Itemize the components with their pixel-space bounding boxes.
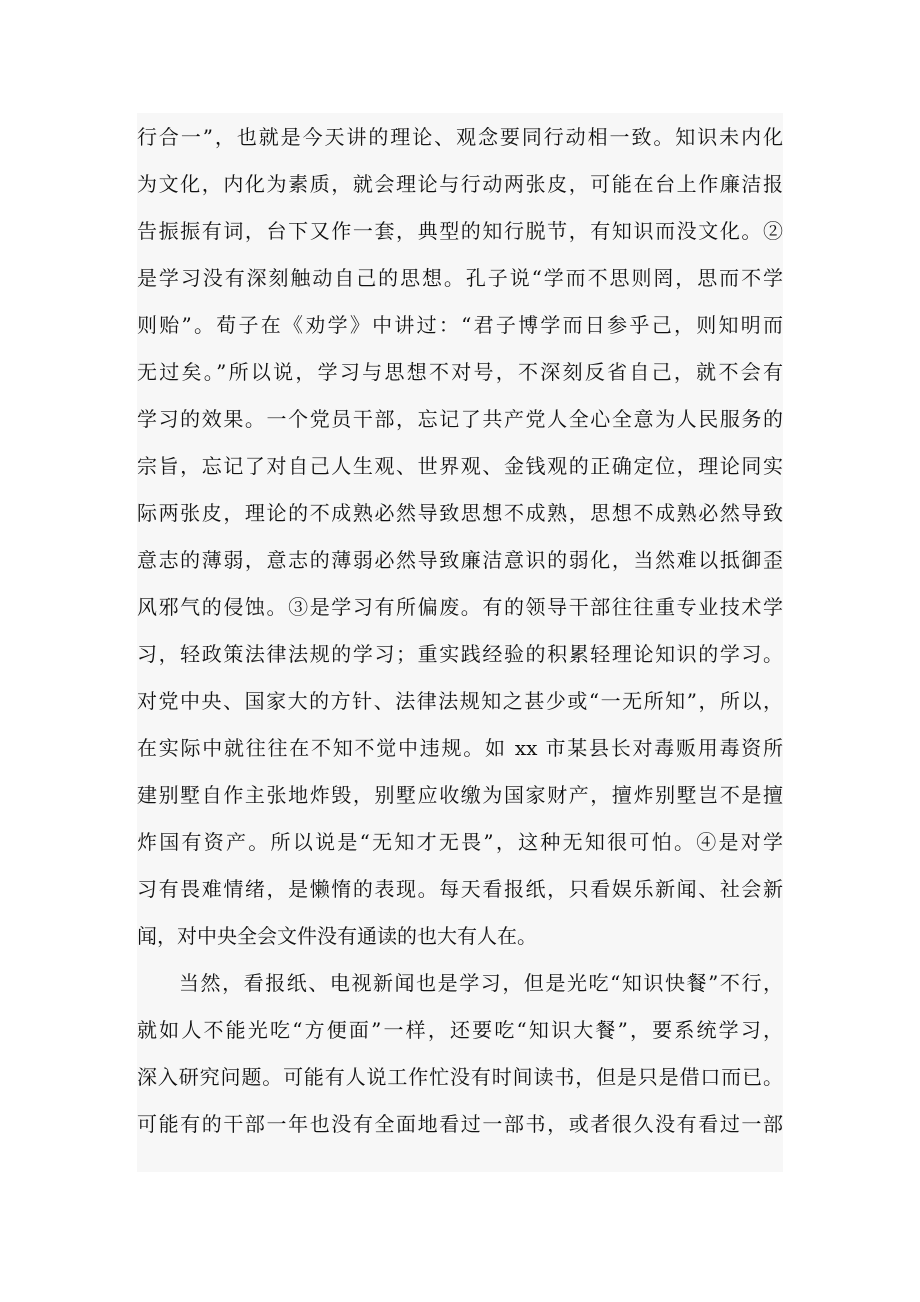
text-line: 为文化，内化为素质，就会理论与行动两张皮，可能在台上作廉洁报 [137, 172, 783, 196]
text-line: 学习的效果。一个党员干部，忘记了共产党人全心全意为人民服务的 [137, 407, 783, 431]
text-line-paragraph-start: 当然，看报纸、电视新闻也是学习，但是光吃“知识快餐”不行， [179, 971, 783, 995]
text-line: 深入研究问题。可能有人说工作忙没有时间读书，但是只是借口而已。 [137, 1065, 783, 1089]
text-line: 风邪气的侵蚀。③是学习有所偏废。有的领导干部往往重专业技术学 [137, 595, 783, 619]
text-line: 际两张皮，理论的不成熟必然导致思想不成熟，思想不成熟必然导致 [137, 501, 783, 525]
text-line: 是学习没有深刻触动自己的思想。孔子说“学而不思则罔，思而不学 [137, 266, 783, 290]
text-line: 宗旨，忘记了对自己人生观、世界观、金钱观的正确定位，理论同实 [137, 454, 783, 478]
text-line: 炸国有资产。所以说是“无知才无畏”，这种无知很可怕。④是对学 [137, 830, 783, 854]
text-line: 意志的薄弱，意志的薄弱必然导致廉洁意识的弱化，当然难以抵御歪 [137, 548, 783, 572]
text-line: 对党中央、国家大的方针、法律法规知之甚少或“一无所知”，所以， [137, 689, 783, 713]
text-line: 则贻”。荀子在《劝学》中讲过：“君子博学而日参乎己，则知明而 [137, 313, 783, 337]
text-line: 可能有的干部一年也没有全面地看过一部书，或者很久没有看过一部 [137, 1112, 783, 1136]
text-line: 习，轻政策法律法规的学习；重实践经验的积累轻理论知识的学习。 [137, 642, 783, 666]
text-line-paragraph-end: 闻，对中央全会文件没有通读的也大有人在。 [137, 924, 537, 948]
text-line: 在实际中就往往在不知不觉中违规。如 xx 市某县长对毒贩用毒资所 [137, 736, 783, 760]
text-line: 习有畏难情绪，是懒惰的表现。每天看报纸，只看娱乐新闻、社会新 [137, 877, 783, 901]
text-line: 无过矣。”所以说，学习与思想不对号，不深刻反省自己，就不会有 [137, 360, 783, 384]
text-line: 行合一”，也就是今天讲的理论、观念要同行动相一致。知识未内化 [137, 125, 783, 149]
text-line: 告振振有词，台下又作一套，典型的知行脱节，有知识而没文化。② [137, 219, 783, 243]
text-line: 就如人不能光吃“方便面”一样，还要吃“知识大餐”，要系统学习， [137, 1018, 783, 1042]
text-line: 建别墅自作主张地炸毁，别墅应收缴为国家财产，擅炸别墅岂不是擅 [137, 783, 783, 807]
